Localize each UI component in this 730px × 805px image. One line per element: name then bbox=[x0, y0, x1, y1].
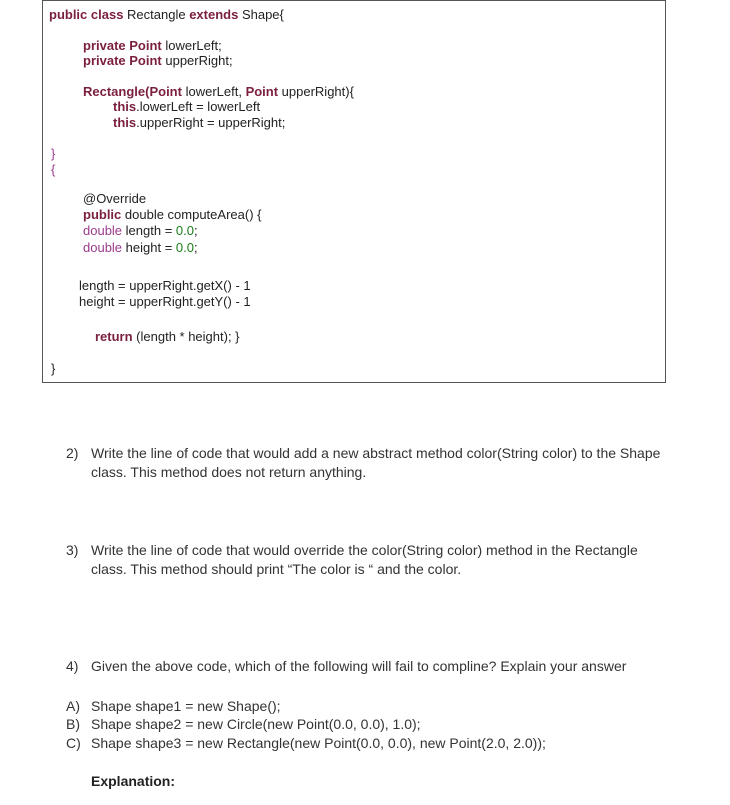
height-declaration bbox=[83, 240, 198, 256]
option-letter: A) bbox=[66, 698, 80, 714]
option-letter: B) bbox=[66, 716, 80, 732]
code-text: double computeArea() { bbox=[121, 207, 262, 222]
keyword: private Point bbox=[83, 38, 162, 53]
question-text: Write the line of code that would add a new abstract method color(String color) to the Shape class. This method does not return anything. bbox=[91, 445, 661, 480]
code-text: (length * height); } bbox=[132, 329, 240, 344]
option-letter: C) bbox=[66, 735, 81, 751]
code-block bbox=[42, 0, 666, 383]
question-number: 3) bbox=[66, 542, 79, 558]
height-calculation: height = upperRight.getY() - 1 bbox=[79, 294, 251, 309]
option-a bbox=[66, 697, 281, 716]
code-text: Rectangle bbox=[123, 7, 190, 22]
code-text: .upperRight = upperRight; bbox=[136, 115, 286, 130]
method-signature bbox=[83, 207, 261, 223]
closing-brace: } bbox=[51, 146, 56, 161]
field-upperright bbox=[83, 53, 233, 69]
code-text: height = bbox=[122, 240, 176, 255]
override-annotation: @Override bbox=[83, 191, 147, 206]
question-text: Given the above code, which of the following will fail to compline? Explain your answer bbox=[91, 658, 627, 674]
length-declaration bbox=[83, 223, 198, 239]
code-text: lowerLeft; bbox=[161, 38, 222, 53]
keyword: this bbox=[113, 115, 137, 130]
return-statement bbox=[95, 329, 240, 345]
field-lowerleft bbox=[83, 38, 222, 54]
type-keyword: double bbox=[83, 240, 123, 255]
code-text: .lowerLeft = lowerLeft bbox=[136, 99, 261, 114]
class-declaration bbox=[49, 7, 284, 23]
constructor-line-2 bbox=[113, 115, 285, 131]
opening-brace: { bbox=[51, 162, 56, 177]
code-text: Shape{ bbox=[238, 7, 284, 22]
keyword: private Point bbox=[83, 53, 162, 68]
number-literal: 0.0 bbox=[175, 240, 194, 255]
final-brace: } bbox=[51, 361, 56, 376]
option-text: Shape shape2 = new Circle(new Point(0.0, 0.0), 1.0); bbox=[91, 716, 421, 732]
question-number: 4) bbox=[66, 658, 79, 674]
option-b bbox=[66, 715, 421, 734]
keyword: Point bbox=[245, 84, 279, 99]
code-text: length = bbox=[122, 223, 176, 238]
explanation-label: Explanation: bbox=[91, 773, 176, 789]
code-text: lowerLeft, bbox=[181, 84, 246, 99]
keyword: public bbox=[83, 207, 122, 222]
keyword: return bbox=[95, 329, 133, 344]
question-number: 2) bbox=[66, 445, 79, 461]
code-text: upperRight; bbox=[161, 53, 233, 68]
length-calculation: length = upperRight.getX() - 1 bbox=[79, 278, 251, 293]
keyword: extends bbox=[189, 7, 239, 22]
code-text: ; bbox=[193, 240, 198, 255]
number-literal: 0.0 bbox=[175, 223, 194, 238]
option-text: Shape shape3 = new Rectangle(new Point(0.0, 0.0), new Point(2.0, 2.0)); bbox=[91, 735, 546, 751]
code-text: ; bbox=[193, 223, 198, 238]
constructor-line-1 bbox=[113, 99, 260, 115]
question-text: Write the line of code that would override the color(String color) method in the Rectangle class. This method should print “The color is “ and the color. bbox=[91, 542, 638, 577]
keyword: this bbox=[113, 99, 137, 114]
keyword: Rectangle(Point bbox=[83, 84, 182, 99]
type-keyword: double bbox=[83, 223, 123, 238]
code-text: upperRight){ bbox=[278, 84, 354, 99]
keyword: public class bbox=[49, 7, 124, 22]
constructor-signature bbox=[83, 84, 354, 100]
option-text: Shape shape1 = new Shape(); bbox=[91, 698, 281, 714]
option-c bbox=[66, 734, 546, 753]
